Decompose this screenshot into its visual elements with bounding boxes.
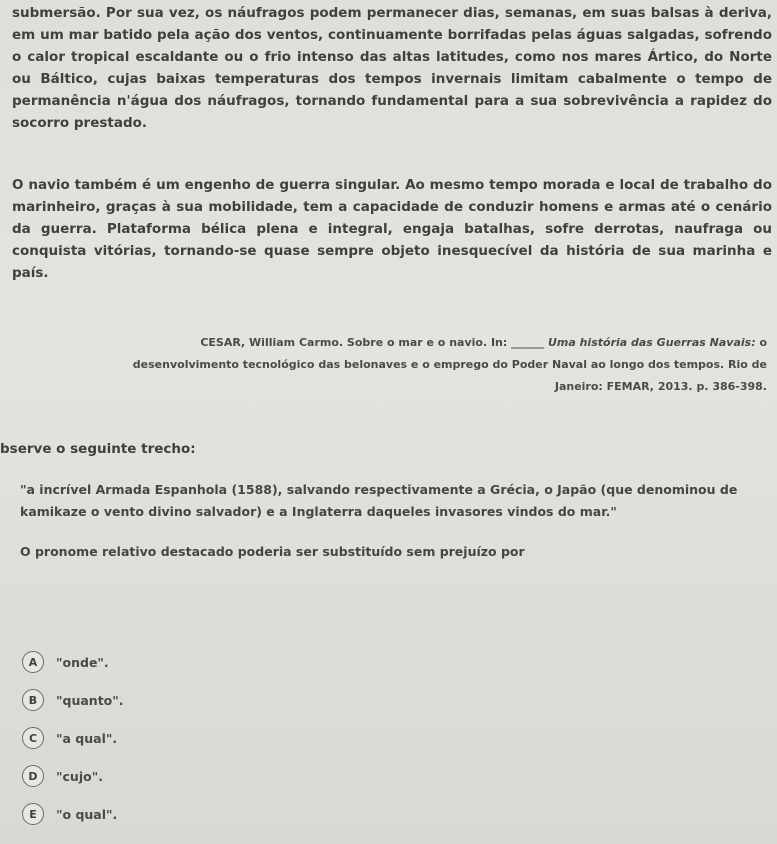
option-letter-c[interactable]: C xyxy=(22,727,44,749)
option-b[interactable] xyxy=(22,681,422,719)
option-a[interactable] xyxy=(22,643,422,681)
option-e[interactable] xyxy=(22,795,422,833)
option-text-c: "a qual". xyxy=(56,730,118,746)
quote-excerpt: "a incrível Armada Espanhola (1588), salvando respectivamente a Grécia, o Japão (que denominou de kamikaze o vento divino salvador) e a Inglaterra daqueles invasores vindos do mar." xyxy=(20,482,738,519)
option-letter-b[interactable]: B xyxy=(22,689,44,711)
option-text-a: "onde". xyxy=(56,654,109,670)
option-letter-e[interactable]: E xyxy=(22,803,44,825)
paragraph-2: O navio também é um engenho de guerra singular. Ao mesmo tempo morada e local de trabalho do marinheiro, graças à sua mobilidade, tem a capacidade de conduzir homens e armas até o cenário da guerra. Plataforma bélica plena e integral, engaja batalhas, sofre derrotas, naufraga ou conquista vitórias, tornando-se quase sempre objeto inesquecível da história de sua marinha e país. xyxy=(12,177,772,281)
option-c[interactable] xyxy=(22,719,422,757)
citation-prefix: CESAR, William Carmo. Sobre o mar e o navio. In: ______ xyxy=(200,336,548,349)
option-text-e: "o qual". xyxy=(56,806,118,822)
option-letter-d[interactable]: D xyxy=(22,765,44,787)
question-prompt: O pronome relativo destacado poderia ser substituído sem prejuízo por xyxy=(20,544,525,559)
paragraph-1: submersão. Por sua vez, os náufragos podem permanecer dias, semanas, em suas balsas à deriva, em um mar batido pela ação dos ventos, continuamente borrifadas pelas águas salgadas, sofrendo o calor tropical escaldante ou o frio intenso das altas latitudes, como nos mares Ártico, do Norte ou Báltico, cujas baixas temperaturas dos tempos invernais limitam cabalmente o tempo de permanência n'água dos náufragos, tornando fundamental para a sua sobrevivência a rapidez do socorro prestado. xyxy=(12,5,772,131)
answer-options xyxy=(22,643,422,833)
citation-rest: o desenvolvimento tecnológico das belonaves e o emprego do Poder Naval ao longo dos tempos. Rio de Janeiro: FEMAR, 2013. p. 386-398. xyxy=(132,336,767,393)
option-d[interactable] xyxy=(22,757,422,795)
citation xyxy=(127,332,767,398)
option-text-d: "cujo". xyxy=(56,768,103,784)
option-letter-a[interactable]: A xyxy=(22,651,44,673)
observe-label: bserve o seguinte trecho: xyxy=(0,441,196,457)
citation-work: Uma história das Guerras Navais: xyxy=(547,336,756,349)
option-text-b: "quanto". xyxy=(56,692,124,708)
